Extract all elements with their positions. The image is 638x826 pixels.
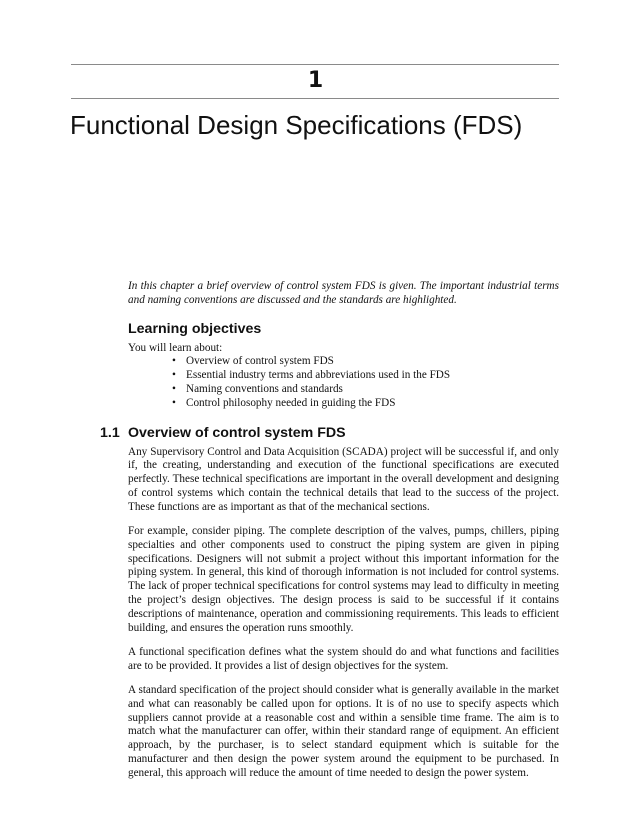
learning-objectives-heading: Learning objectives [128, 320, 262, 337]
section-paragraph: A standard specification of the project should consider what is generally available in the market and what can reasonably be called upon for options. It is of no use to specify aspects which suppliers cannot provide at a reasonable cost and within a sensible time frame. The aim is to match what the manufacturer can offer, within their standard range of equipment. An efficient approach, by the purchaser, is to select standard equipment which is suitable for the manufacturer and then design the power system around the equipment to be purchased. In general, this approach will reduce the amount of time needed to design the power system. [128, 684, 559, 779]
section-paragraph: For example, consider piping. The complete description of the valves, pumps, chillers, piping specialties and other components used to construct the piping system are given in piping specifications. Designers will not submit a project without this important information for the piping system. In general, this kind of thorough information is not included for control systems. The lack of proper technical specifications for control systems may lead to difficulty in meeting the project’s design objectives. The design process is said to be successful if it contains descriptions of maintenance, operation and commissioning requirements. This leads to efficient building, and ensures the operation runs smoothly. [128, 525, 559, 634]
chapter-body [100, 280, 559, 791]
chapter-rule-top [71, 64, 559, 65]
chapter-intro: In this chapter a brief overview of control system FDS is given. The important industrial terms and naming conventions are discussed and the standards are highlighted. [128, 280, 559, 306]
chapter-rule-bottom [71, 98, 559, 99]
learning-objective-item: • Control philosophy needed in guiding the FDS [172, 397, 559, 411]
section-paragraph: Any Supervisory Control and Data Acquisition (SCADA) project will be successful if, and only if, the creating, understanding and execution of the functional specifications are executed perfectly. These technical specifications are important in the overall development and designing of control systems which contain the technical details that lead to the success of the project. These functions are as important as that of the mechanical sections. [128, 445, 559, 513]
section-paragraph: A functional specification defines what the system should do and what functions and facilities are to be provided. It provides a list of design objectives for the system. [128, 645, 559, 672]
learning-objective-item: • Essential industry terms and abbreviations used in the FDS [172, 369, 559, 383]
chapter-title: Functional Design Specifications (FDS) [70, 110, 523, 140]
learning-objective-item: • Overview of control system FDS [172, 355, 559, 369]
section-heading [100, 424, 559, 442]
learning-objectives-list [128, 355, 559, 410]
section-number: 1.1 [100, 424, 120, 441]
learning-objective-item: • Naming conventions and standards [172, 383, 559, 397]
section-title: Overview of control system FDS [128, 424, 346, 441]
chapter-number: 1 [307, 68, 323, 93]
learning-objectives-lead: You will learn about: [128, 341, 223, 354]
